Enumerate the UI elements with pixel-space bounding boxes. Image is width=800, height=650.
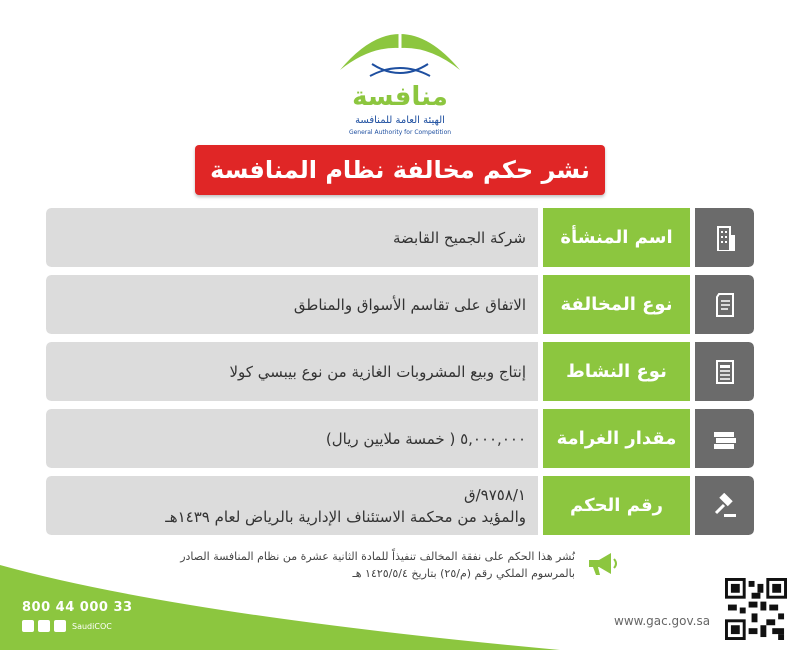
document-icon [714, 292, 736, 318]
row-ruling-number [46, 476, 754, 535]
social-links [22, 620, 112, 632]
logo [320, 8, 480, 138]
phone-number[interactable]: 800 44 000 33 [22, 600, 133, 615]
row-fine-amount [46, 409, 754, 468]
row-label: مقدار الغرامة [543, 409, 690, 468]
row-violation-type [46, 275, 754, 334]
list-document-icon [714, 359, 736, 385]
twitter-icon[interactable] [22, 620, 34, 632]
row-activity-type [46, 342, 754, 401]
facebook-icon[interactable] [38, 620, 50, 632]
logo-wordmark: منافسة [352, 82, 448, 112]
palm-swords-icon [320, 8, 480, 88]
row-value: الاتفاق على تقاسم الأسواق والمناطق [46, 275, 538, 334]
qr-code-icon [725, 578, 787, 640]
gavel-icon [712, 493, 738, 519]
row-establishment-name [46, 208, 754, 267]
row-label: اسم المنشأة [543, 208, 690, 267]
page-title: نشر حكم مخالفة نظام المنافسة [195, 145, 605, 195]
logo-subtitle-ar: الهيئة العامة للمنافسة [355, 115, 445, 126]
row-label: نوع النشاط [543, 342, 690, 401]
row-value: ٥,٠٠٠,٠٠٠ ( خمسة ملايين ريال) [46, 409, 538, 468]
row-value: إنتاج وبيع المشروبات الغازية من نوع بيبسي كولا [46, 342, 538, 401]
publication-note: نُشر هذا الحكم على نفقة المخالف تنفيذاً للمادة الثانية عشرة من نظام المنافسة الصادر بالمرسوم الملكي رقم (م/٢٥) بتاريخ ١٤٢٥/٥/٤ هـ [180, 550, 575, 580]
building-icon [714, 225, 736, 251]
row-value: ٩٧٥٨/١/ق والمؤيد من محكمة الاستئناف الإدارية بالرياض لعام ١٤٣٩هـ [46, 476, 538, 535]
youtube-icon[interactable] [54, 620, 66, 632]
row-label: نوع المخالفة [543, 275, 690, 334]
website-link[interactable]: www.gac.gov.sa [614, 614, 711, 628]
logo-subtitle-en: General Authority for Competition [348, 129, 452, 136]
row-label: رقم الحكم [543, 476, 690, 535]
row-value: شركة الجميح القابضة [46, 208, 538, 267]
money-icon [712, 428, 738, 450]
info-table [46, 208, 754, 543]
social-handle: SaudiCOC [72, 621, 112, 631]
